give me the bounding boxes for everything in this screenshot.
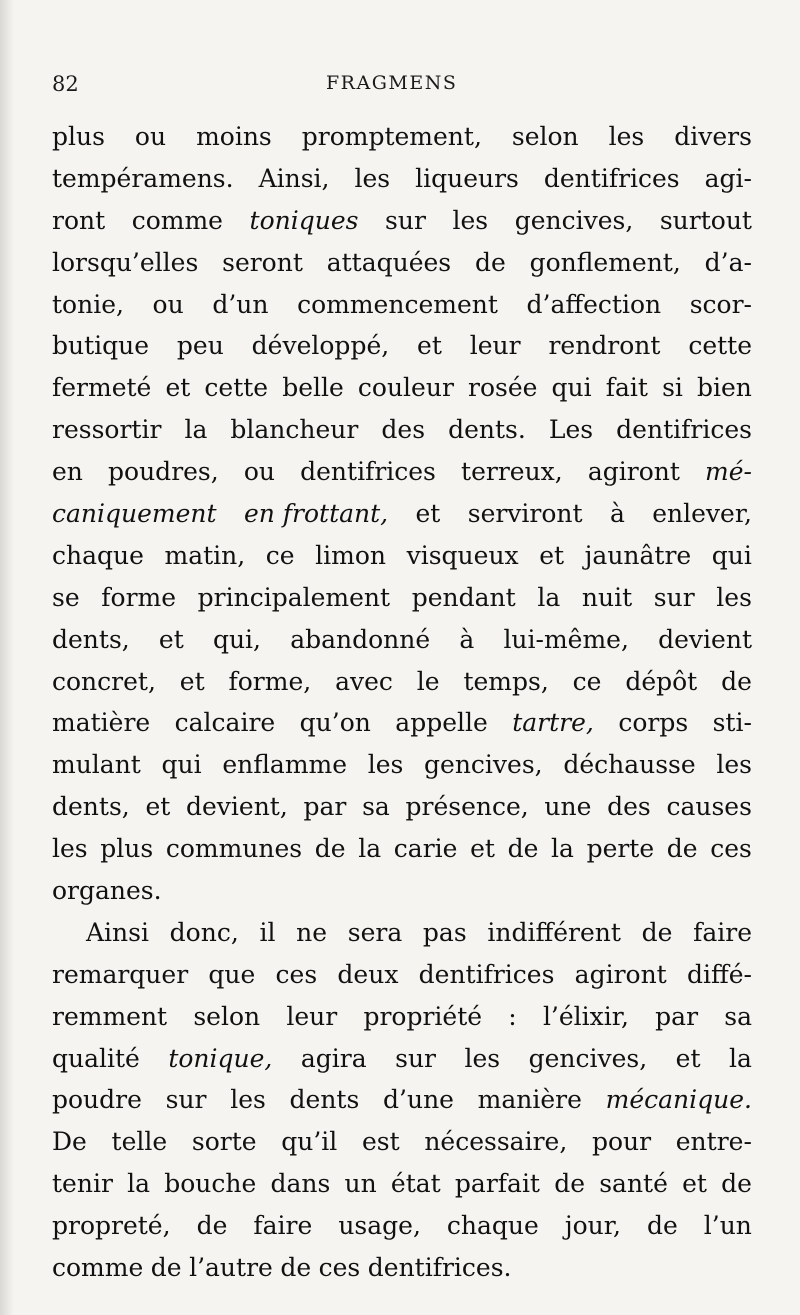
- running-title: FRAGMENS: [326, 72, 458, 94]
- word: belle: [282, 373, 344, 403]
- body-text: [52, 116, 752, 1289]
- word: de: [721, 1169, 752, 1199]
- word: usage,: [338, 1211, 421, 1241]
- word: tenir: [52, 1169, 113, 1199]
- text-line: [52, 284, 752, 326]
- word: enlever,: [652, 499, 752, 529]
- word: causes: [666, 792, 752, 822]
- text-line: [52, 744, 752, 786]
- italic-word: tonique,: [168, 1043, 273, 1073]
- word: et: [682, 1169, 707, 1199]
- word: à: [459, 624, 475, 654]
- word: ce: [265, 540, 295, 570]
- word: propreté,: [52, 1211, 171, 1241]
- word: diffé-: [686, 959, 752, 989]
- word: la: [184, 415, 208, 445]
- word: de: [554, 1169, 585, 1199]
- word: tonie,: [52, 289, 124, 319]
- word: gonflement,: [529, 247, 681, 277]
- italic-word: caniquement: [52, 499, 217, 529]
- word: peu: [176, 331, 224, 361]
- word: rendront: [548, 331, 661, 361]
- word: de: [507, 834, 539, 864]
- word: jour,: [564, 1211, 621, 1241]
- word: qui: [161, 750, 202, 780]
- word: bien: [697, 373, 752, 403]
- word: dents,: [52, 624, 130, 654]
- text-line: [52, 1163, 752, 1205]
- word: état: [390, 1169, 441, 1199]
- word: dentifrices: [616, 415, 752, 445]
- word: en: [52, 457, 83, 487]
- word: entre-: [675, 1127, 752, 1157]
- word: la: [551, 834, 574, 864]
- word: agiront: [574, 959, 667, 989]
- word: donc,: [169, 917, 239, 947]
- word: la: [537, 582, 561, 612]
- word: plus: [100, 834, 154, 864]
- word: rosée: [468, 373, 538, 403]
- word: matière: [52, 708, 151, 738]
- text-line: [52, 954, 752, 996]
- word: temps,: [463, 666, 549, 696]
- word: tempéramens.: [52, 163, 234, 193]
- word: jaunâtre: [584, 540, 692, 570]
- word: butique: [52, 331, 150, 361]
- word: comme: [52, 1253, 144, 1283]
- word: plus: [52, 122, 105, 151]
- italic-word: en frottant,: [243, 499, 389, 529]
- word: de: [641, 917, 673, 947]
- text-line: [52, 158, 752, 200]
- word: par: [303, 792, 347, 822]
- word: carie: [393, 834, 458, 864]
- word: mulant: [52, 750, 141, 780]
- word: remarquer: [52, 959, 189, 989]
- text-line: [52, 367, 752, 409]
- word: si: [662, 373, 683, 403]
- word: forme,: [228, 666, 312, 696]
- word: sur: [395, 1043, 436, 1073]
- word: seront: [222, 247, 303, 277]
- word: blancheur: [230, 415, 359, 445]
- word: selon: [511, 122, 579, 151]
- word: et: [165, 373, 191, 403]
- text-line: [52, 242, 752, 284]
- text-line: [52, 325, 752, 367]
- word: enflamme: [222, 750, 348, 780]
- word: sti-: [712, 708, 752, 738]
- word: limon: [315, 540, 387, 570]
- word: la: [127, 1169, 150, 1199]
- text-line: [52, 996, 752, 1038]
- word: des: [381, 415, 426, 445]
- word: dentifrices: [418, 959, 555, 989]
- text-line: [52, 786, 752, 828]
- word: et: [470, 834, 495, 864]
- word: cette: [688, 331, 752, 361]
- word: De: [52, 1127, 87, 1157]
- word: surtout: [659, 205, 752, 235]
- word: agiront: [587, 457, 680, 487]
- word: scor-: [689, 289, 752, 319]
- word: forme: [101, 582, 177, 612]
- word: une: [544, 792, 592, 822]
- word: matin,: [164, 540, 246, 570]
- word: gencives,: [514, 205, 634, 235]
- word: sa: [362, 792, 390, 822]
- word: avec: [335, 666, 393, 696]
- word: dépôt: [625, 666, 698, 696]
- word: de: [721, 666, 752, 696]
- word: :: [508, 1001, 517, 1031]
- word: et: [179, 666, 205, 696]
- word: visqueux: [406, 540, 519, 570]
- text-line: [52, 451, 752, 493]
- word: faire: [253, 1211, 313, 1241]
- text-line: [52, 1038, 752, 1080]
- word: devient,: [185, 792, 288, 822]
- word: perte: [586, 834, 655, 864]
- word: corps: [618, 708, 689, 738]
- word: les: [52, 834, 88, 864]
- word: ne: [296, 917, 328, 947]
- word: propriété: [363, 1001, 483, 1031]
- word: pas: [422, 917, 467, 947]
- word: ces: [275, 959, 318, 989]
- word: manière: [477, 1085, 582, 1115]
- word: lui-même,: [503, 624, 629, 654]
- word: et: [539, 540, 565, 570]
- text-line: [52, 619, 752, 661]
- word: dents: [289, 1085, 360, 1115]
- word: leur: [469, 331, 521, 361]
- text-line: [52, 702, 752, 744]
- word: dentifrices.: [367, 1253, 512, 1283]
- word: sur: [385, 205, 426, 235]
- word: bouche: [164, 1169, 257, 1199]
- word: calcaire: [174, 708, 276, 738]
- word: communes: [165, 834, 303, 864]
- word: santé: [599, 1169, 668, 1199]
- word: couleur: [357, 373, 454, 403]
- word: nécessaire,: [424, 1127, 568, 1157]
- word: attaquées: [326, 247, 452, 277]
- text-line: [52, 828, 752, 870]
- italic-word: toniques: [249, 205, 359, 235]
- word: se: [52, 582, 80, 612]
- word: selon: [193, 1001, 261, 1031]
- word: poudre: [52, 1085, 142, 1115]
- word: d’a-: [704, 247, 752, 277]
- word: les: [230, 1085, 266, 1115]
- word: agira: [300, 1043, 367, 1073]
- word: sa: [724, 1001, 752, 1031]
- word: qui: [551, 373, 592, 403]
- word: qui: [711, 540, 752, 570]
- word: dans: [270, 1169, 331, 1199]
- word: fermeté: [52, 373, 152, 403]
- word: moins: [196, 122, 272, 151]
- word: promptement,: [301, 122, 482, 151]
- text-line: [52, 870, 752, 912]
- word: agi-: [704, 163, 752, 193]
- word: divers: [674, 122, 752, 151]
- text-line: [52, 1205, 752, 1247]
- word: ressortir: [52, 415, 162, 445]
- word: qu’on: [299, 708, 371, 738]
- word: deux: [337, 959, 399, 989]
- word: les: [367, 750, 404, 780]
- word: d’affection: [526, 289, 662, 319]
- text-line: [52, 1121, 752, 1163]
- word: développé,: [251, 331, 390, 361]
- word: qualité: [52, 1043, 140, 1073]
- word: de: [314, 834, 346, 864]
- text-line: [52, 661, 752, 703]
- italic-word: mé-: [705, 457, 752, 487]
- word: sur: [653, 582, 695, 612]
- word: d’un: [212, 289, 269, 319]
- word: fait: [605, 373, 648, 403]
- text-line: [52, 409, 752, 451]
- word: dentifrices: [300, 457, 436, 487]
- word: lorsqu’elles: [52, 247, 199, 277]
- word: parfait: [454, 1169, 540, 1199]
- word: ou: [134, 122, 167, 151]
- page-gutter-shadow: [0, 0, 14, 1315]
- word: déchausse: [563, 750, 696, 780]
- word: de: [196, 1211, 228, 1241]
- word: de: [280, 1253, 312, 1283]
- word: faire: [693, 917, 752, 947]
- word: gencives,: [528, 1043, 648, 1073]
- word: liqueurs: [415, 163, 519, 193]
- word: sera: [347, 917, 403, 947]
- word: et: [158, 624, 184, 654]
- word: Les: [548, 415, 594, 445]
- word: gencives,: [424, 750, 543, 780]
- word: de: [646, 1211, 678, 1241]
- word: remment: [52, 1001, 168, 1031]
- word: d’une: [383, 1085, 454, 1115]
- word: de: [474, 247, 506, 277]
- word: Ainsi: [86, 917, 149, 947]
- word: ou: [243, 457, 275, 487]
- word: que: [208, 959, 256, 989]
- text-line: [52, 1079, 752, 1121]
- word: les: [716, 750, 752, 780]
- italic-word: tartre,: [512, 708, 594, 738]
- italic-word: mécanique.: [605, 1085, 752, 1115]
- word: il: [259, 917, 276, 947]
- word: comme: [131, 205, 223, 235]
- word: la: [358, 834, 382, 864]
- text-line: [52, 200, 752, 242]
- text-line: [52, 493, 752, 535]
- word: ces: [710, 834, 752, 864]
- word: les: [464, 1043, 501, 1073]
- word: les: [354, 163, 391, 193]
- word: commencement: [297, 289, 498, 319]
- word: terreux,: [461, 457, 563, 487]
- word: qui,: [212, 624, 261, 654]
- word: poudres,: [108, 457, 219, 487]
- word: l’élixir,: [542, 1001, 629, 1031]
- word: et: [675, 1043, 701, 1073]
- word: leur: [286, 1001, 338, 1031]
- word: par: [655, 1001, 699, 1031]
- word: qu’il: [281, 1127, 338, 1157]
- word: un: [344, 1169, 377, 1199]
- word: l’autre: [189, 1253, 273, 1283]
- word: ces: [318, 1253, 361, 1283]
- word: devient: [658, 624, 752, 654]
- word: chaque: [446, 1211, 539, 1241]
- word: des: [607, 792, 651, 822]
- word: telle: [111, 1127, 168, 1157]
- word: principalement: [197, 582, 391, 612]
- word: ou: [152, 289, 184, 319]
- text-line: [52, 535, 752, 577]
- word: à: [609, 499, 625, 529]
- word: la: [729, 1043, 752, 1073]
- word: ront: [52, 205, 106, 235]
- word: le: [416, 666, 440, 696]
- running-head: [52, 72, 752, 102]
- word: de: [150, 1253, 182, 1283]
- word: l’un: [703, 1211, 752, 1241]
- word: ce: [572, 666, 602, 696]
- text-line: [52, 912, 752, 954]
- word: indifférent: [487, 917, 621, 947]
- text-line: [52, 116, 752, 158]
- word: présence,: [405, 792, 529, 822]
- word: chaque: [52, 540, 144, 570]
- word: les: [608, 122, 645, 151]
- text-line: [52, 1247, 752, 1289]
- word: concret,: [52, 666, 156, 696]
- word: dents.: [448, 415, 526, 445]
- word: abandonné: [290, 624, 431, 654]
- word: et: [417, 331, 442, 361]
- word: organes.: [52, 876, 162, 906]
- word: serviront: [467, 499, 583, 529]
- word: les: [716, 582, 752, 612]
- page-number: 82: [52, 72, 79, 96]
- word: dentifrices: [543, 163, 680, 193]
- text-line: [52, 577, 752, 619]
- word: les: [452, 205, 489, 235]
- word: appelle: [395, 708, 488, 738]
- word: et: [415, 499, 441, 529]
- word: Ainsi,: [258, 163, 330, 193]
- word: pendant: [411, 582, 516, 612]
- word: et: [145, 792, 171, 822]
- word: dents,: [52, 792, 130, 822]
- word: pour: [591, 1127, 652, 1157]
- word: est: [361, 1127, 400, 1157]
- word: sur: [165, 1085, 207, 1115]
- word: cette: [204, 373, 269, 403]
- word: de: [666, 834, 698, 864]
- word: nuit: [581, 582, 633, 612]
- word: sorte: [191, 1127, 257, 1157]
